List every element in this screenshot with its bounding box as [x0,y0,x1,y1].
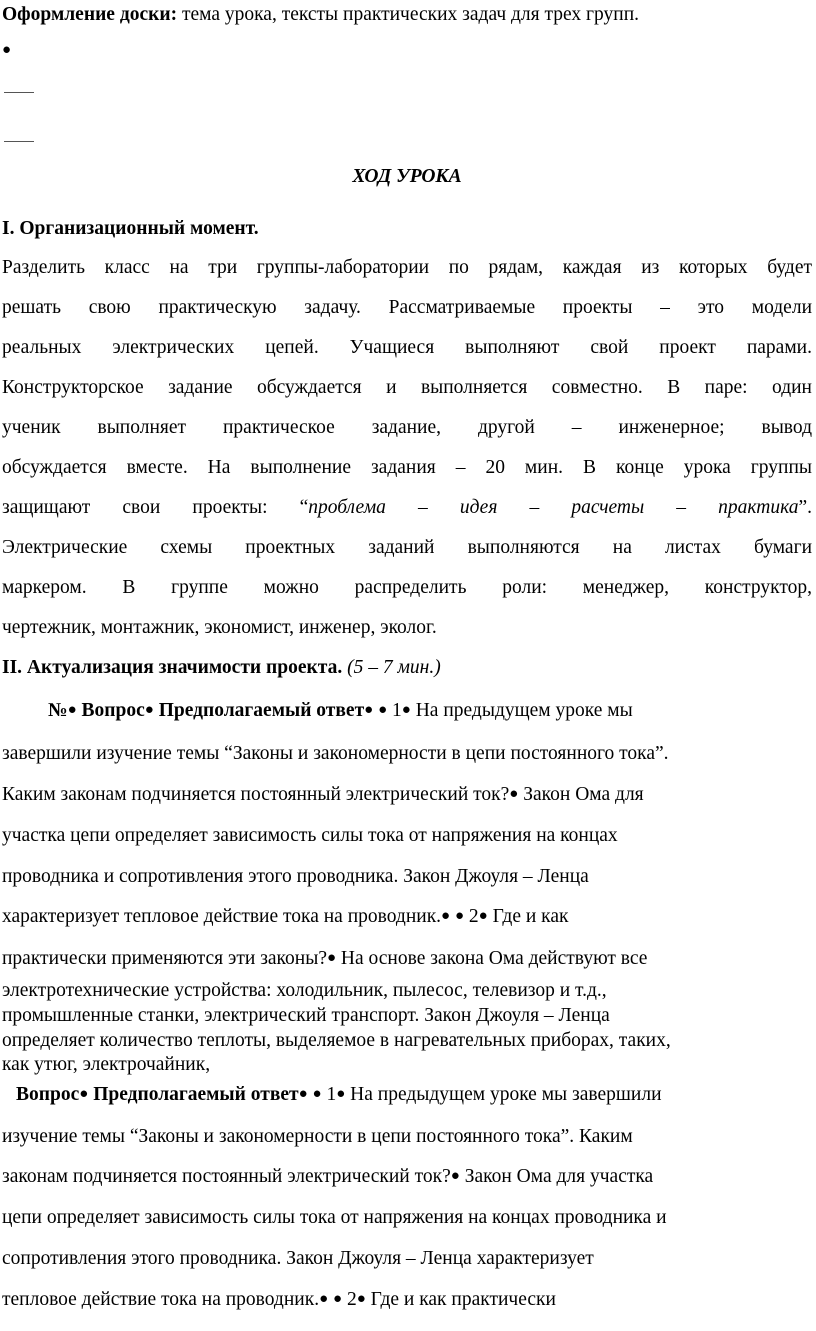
paragraph-line: обсуждается вместе. На выполнение задания – 20 мин. В конце урока группы [2,457,812,478]
paragraph-line: ученик выполняет практическое задание, другой – инженерное; вывод [2,417,812,438]
table1-line: как утюг, электрочайник, [2,1054,211,1075]
paragraph-line: Электрические схемы проектных заданий выполняются на листах бумаги [2,537,812,558]
empty-list-dash [4,141,34,142]
table1-line: практически применяются эти законы?● На основе закона Ома действуют все [2,948,648,969]
project-stages: проблема – идея – расчеты – практика [308,497,799,518]
empty-list-dash [4,92,34,93]
paragraph-line: решать свою практическую задачу. Рассматриваемые проекты – это модели [2,297,812,318]
table1-line: определяет количество теплоты, выделяемое в нагревательных приборах, таких, [2,1030,671,1051]
table1-line: завершили изучение темы “Законы и закономерности в цепи постоянного тока”. [2,743,669,764]
table2-line: сопротивления этого проводника. Закон Джоуля – Ленца характеризует [2,1248,594,1269]
table1-line: электротехнические устройства: холодильник, пылесос, телевизор и т.д., [2,980,607,1001]
table1-header-line: №● Вопрос● Предполагаемый ответ● ● 1● На предыдущем уроке мы [48,700,633,721]
lesson-title: ХОД УРОКА [352,166,462,187]
table1-line: участка цепи определяет зависимость силы тока от напряжения на концах [2,825,618,846]
table1-line: промышленные станки, электрический транспорт. Закон Джоуля – Ленца [2,1005,610,1026]
paragraph-line: Разделить класс на три группы-лаборатории по рядам, каждая из которых будет [2,257,812,278]
table2-line: тепловое действие тока на проводник.● ● 2● Где и как практически [2,1289,556,1310]
paragraph-line: Конструкторское задание обсуждается и выполняется совместно. В паре: один [2,377,812,398]
table2-line: законам подчиняется постоянный электрический ток?● Закон Ома для участка [2,1166,654,1187]
paragraph-line: чертежник, монтажник, экономист, инженер, эколог. [2,617,437,638]
table2-header-line: Вопрос● Предполагаемый ответ● ● 1● На предыдущем уроке мы завершили [16,1084,662,1105]
table1-line: проводника и сопротивления этого проводника. Закон Джоуля – Ленца [2,866,589,887]
table2-line: изучение темы “Законы и закономерности в цепи постоянного тока”. Каким [2,1126,633,1147]
paragraph-line: маркером. В группе можно распределить роли: менеджер, конструктор, [2,577,812,598]
board-design-line [2,4,639,26]
section2-time: (5 – 7 мин.) [342,657,441,678]
board-design-text: тема урока, тексты практических задач для трех групп. [177,4,640,25]
table1-line: характеризует тепловое действие тока на проводник.● ● 2● Где и как [2,906,569,927]
bullet-marker: ● [2,42,12,58]
table1-line: Каким законам подчиняется постоянный электрический ток?● Закон Ома для [2,784,644,805]
table2-line: цепи определяет зависимость силы тока от напряжения на концах проводника и [2,1207,667,1228]
section1-heading: I. Организационный момент. [2,218,259,239]
section2-heading: II. Актуализация значимости проекта. (5 – 7 мин.) [2,657,441,678]
board-design-label: Оформление доски: [2,4,178,25]
paragraph-line: реальных электрических цепей. Учащиеся выполняют свой проект парами. [2,337,812,358]
paragraph-line: защищают свои проекты: “проблема – идея – расчеты – практика”. [2,497,812,518]
